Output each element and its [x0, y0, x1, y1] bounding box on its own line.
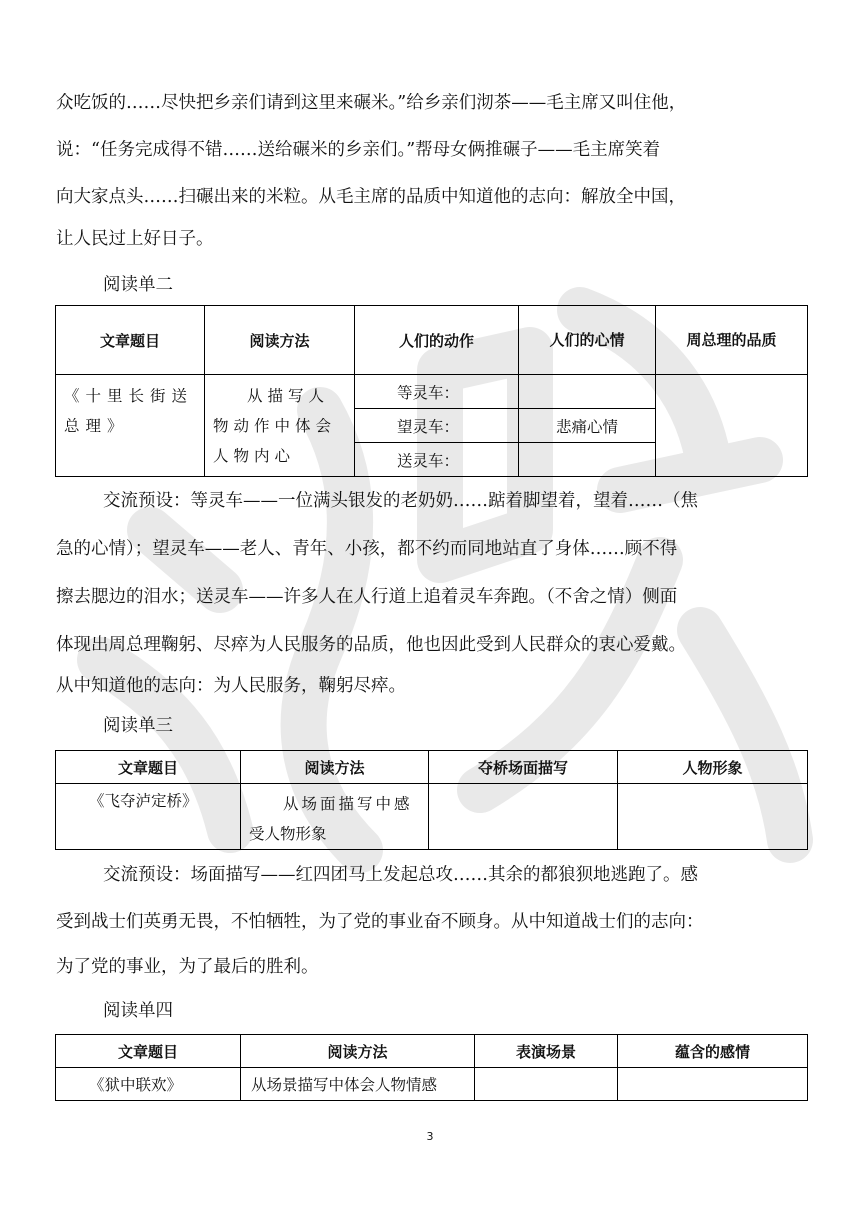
text-line: 交流预设：等灵车——一位满头银发的老奶奶……踮着脚望着，望着……（焦 — [103, 491, 698, 511]
sheet4-scene-cell — [475, 1068, 618, 1101]
sheet3-reading-method — [241, 784, 429, 850]
sheet3-table — [55, 750, 808, 850]
sheet2-action-cell: 望灵车： — [355, 409, 519, 443]
sheet2-method-text: 从描写人物动作中体会人物内心 — [213, 387, 337, 465]
sheet2-quality-cell — [656, 375, 808, 477]
sheet2-header-quality: 周总理的品质 — [656, 306, 808, 375]
text-line: 说：“任务完成得不错……送给碾米的乡亲们。”帮母女俩推碾子——毛主席笑着 — [56, 140, 661, 160]
sheet4-header-emotion: 蕴含的感情 — [618, 1035, 808, 1068]
sheet2-article-title — [56, 375, 205, 477]
sheet4-table — [55, 1034, 808, 1101]
sheet2-action-cell: 等灵车： — [355, 375, 519, 409]
page-number: 3 — [426, 1130, 434, 1143]
text-line: 体现出周总理鞠躬、尽瘁为人民服务的品质，他也因此受到人民群众的衷心爱戴。 — [56, 635, 686, 655]
sheet2-header-action: 人们的动作 — [355, 306, 519, 375]
text-line: 向大家点头……扫碾出来的米粒。从毛主席的品质中知道他的志向：解放全中国， — [56, 187, 686, 207]
text-line: 受到战士们英勇无畏，不怕牺牲，为了党的事业奋不顾身。从中知道战士们的志向： — [56, 912, 704, 932]
sheet2-feeling-cell: 悲痛心情 — [519, 409, 656, 443]
sheet3-header-title: 文章题目 — [56, 751, 241, 784]
sheet3-method-line1: 从场面描写中感 — [283, 795, 413, 813]
sheet2-label: 阅读单二 — [103, 275, 173, 295]
text-line: 众吃饭的……尽快把乡亲们请到这里来碾米。”给乡亲们沏茶——毛主席又叫住他， — [56, 93, 687, 113]
sheet4-header-title: 文章题目 — [56, 1035, 241, 1068]
text-line: 为了党的事业，为了最后的胜利。 — [56, 957, 319, 977]
sheet2-feeling-cell — [519, 443, 656, 477]
sheet4-header-scene: 表演场景 — [475, 1035, 618, 1068]
sheet4-reading-method: 从场景描写中体会人物情感 — [241, 1068, 475, 1101]
sheet4-header-method: 阅读方法 — [241, 1035, 475, 1068]
sheet2-title-text: 《十里长街送总理》 — [64, 387, 194, 435]
sheet2-feeling-cell — [519, 375, 656, 409]
sheet3-scene-cell — [429, 784, 618, 850]
sheet3-method-line2: 受人物形象 — [249, 825, 327, 843]
sheet3-article-title — [56, 784, 241, 850]
text-line: 急的心情）；望灵车——老人、青年、小孩，都不约而同地站直了身体……顾不得 — [56, 539, 678, 559]
sheet3-header-method: 阅读方法 — [241, 751, 429, 784]
sheet3-header-scene: 夺桥场面描写 — [429, 751, 618, 784]
sheet4-article-title: 《狱中联欢》 — [56, 1068, 241, 1101]
sheet4-emotion-cell — [618, 1068, 808, 1101]
sheet2-header-feeling: 人们的心情 — [519, 306, 656, 375]
text-line: 让人民过上好日子。 — [56, 229, 214, 249]
sheet3-label: 阅读单三 — [103, 716, 173, 736]
sheet2-header-title: 文章题目 — [56, 306, 205, 375]
sheet4-label: 阅读单四 — [103, 1001, 173, 1021]
sheet2-action-cell: 送灵车： — [355, 443, 519, 477]
text-line: 擦去腮边的泪水；送灵车——许多人在人行道上追着灵车奔跑。（不舍之情）侧面 — [56, 587, 678, 607]
sheet2-reading-method — [205, 375, 355, 477]
sheet3-image-cell — [618, 784, 808, 850]
sheet3-title-text: 《飞夺泸定桥》 — [89, 792, 198, 810]
sheet2-header-method: 阅读方法 — [205, 306, 355, 375]
sheet2-table — [55, 305, 808, 477]
text-line: 交流预设：场面描写——红四团马上发起总攻……其余的都狼狈地逃跑了。感 — [103, 865, 698, 885]
text-line: 从中知道他的志向：为人民服务，鞠躬尽瘁。 — [56, 676, 406, 696]
sheet3-header-image: 人物形象 — [618, 751, 808, 784]
